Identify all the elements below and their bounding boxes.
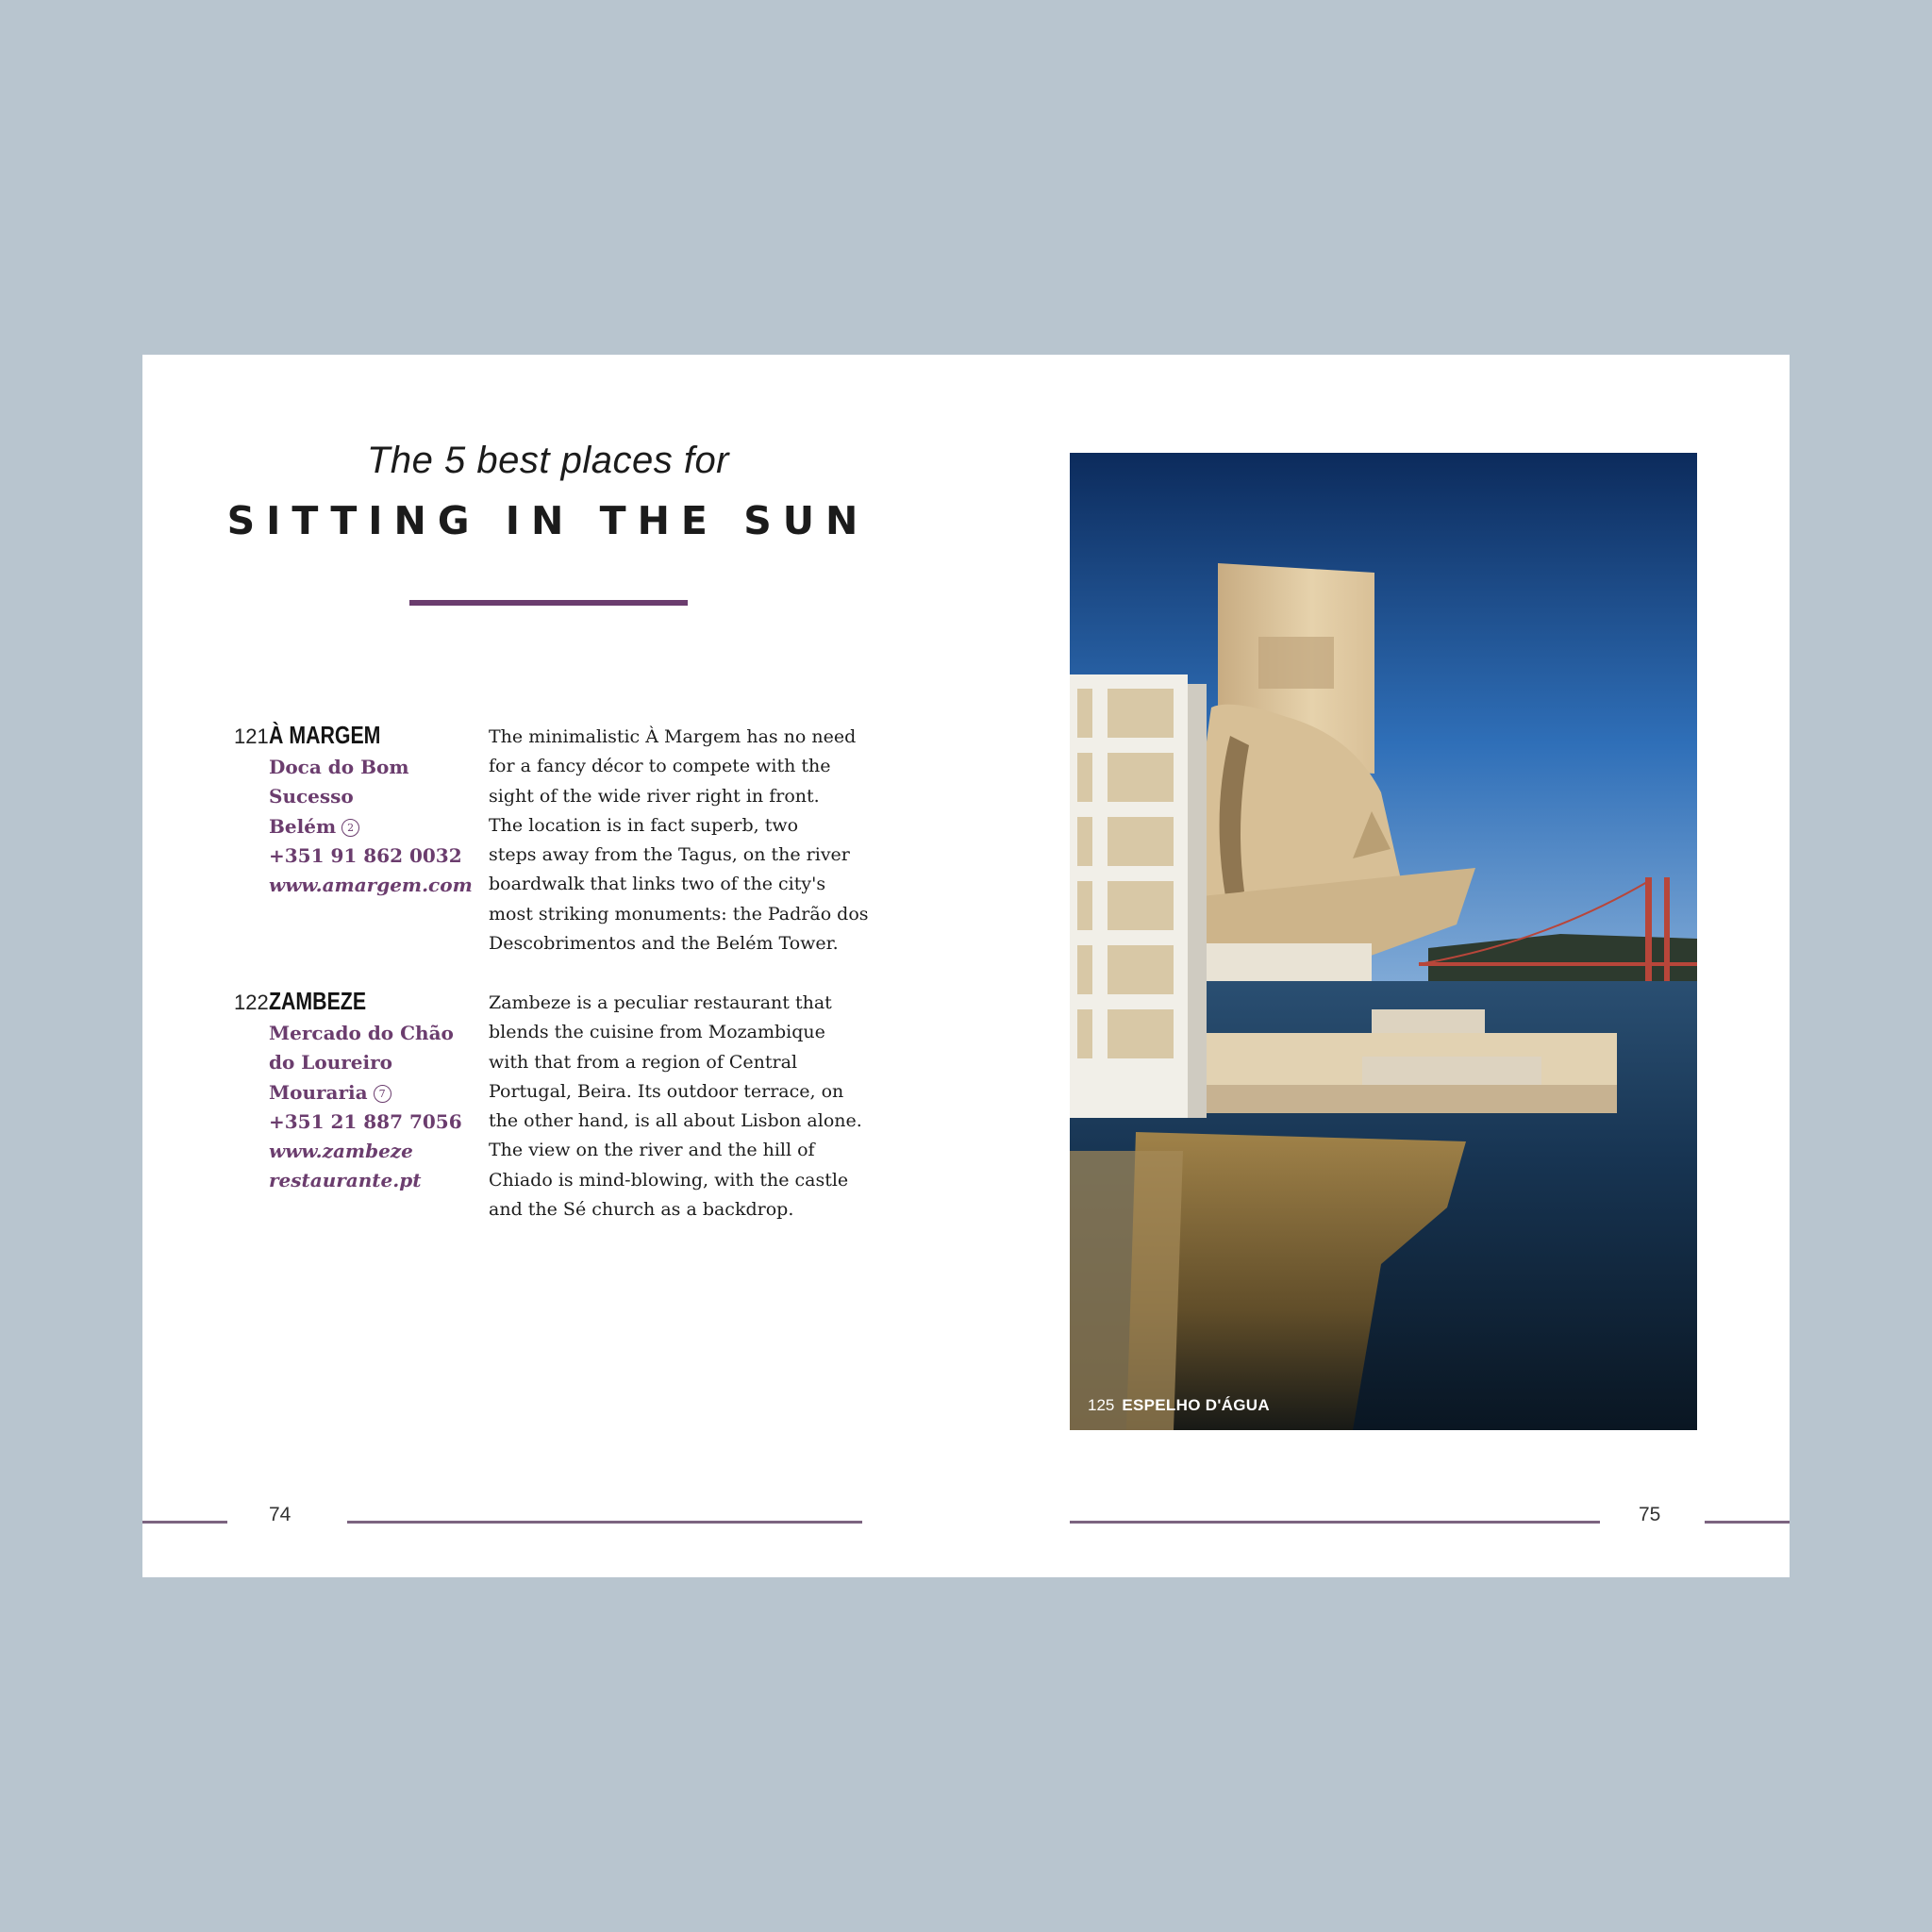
description-line: boardwalk that links two of the city's [489,874,826,895]
heading-title: SITTING IN THE SUN [226,498,870,543]
description-line: for a fancy décor to compete with the [489,756,831,777]
description-line: most striking monuments: the Padrão dos [489,903,869,924]
description-line: steps away from the Tagus, on the river [489,844,850,866]
description-line: Chiado is mind-blowing, with the castle [489,1169,849,1191]
page-number-right: 75 [1639,1504,1661,1525]
description-line: and the Sé church as a backdrop. [489,1199,794,1221]
phone-number[interactable]: +351 21 887 7056 [269,1109,462,1133]
description-line: Portugal, Beira. Its outdoor terrace, on [489,1080,844,1102]
entry-name: ZAMBEZE [269,987,367,1015]
page-number-left: 74 [269,1504,291,1525]
description-line: Zambeze is a peculiar restaurant that [489,992,832,1013]
footer-rule-right-outer [1705,1521,1790,1524]
address-line: Sucesso [269,785,354,808]
district-line [269,1078,458,1108]
entry-description [489,723,869,958]
entry-number: 121 [234,724,269,748]
book-spread [142,355,1790,1577]
description-line: The minimalistic À Margem has no need [489,726,857,747]
entry-address [269,753,473,900]
address-line: Mercado do Chão [269,1022,454,1044]
caption-name: ESPELHO D'ÁGUA [1122,1396,1270,1414]
footer-rule-left-outer [142,1521,227,1524]
address-line: do Loureiro [269,1051,392,1074]
description-line: the other hand, is all about Lisbon alone. [489,1110,862,1132]
photo-illustration [1070,453,1697,1430]
monument-photo [1070,453,1697,1430]
heading-kicker: The 5 best places for [366,440,730,481]
entry-number: 122 [234,991,269,1014]
description-line: blends the cuisine from Mozambique [489,1022,825,1043]
description-line: Descobrimentos and the Belém Tower. [489,933,839,955]
description-line: The location is in fact superb, two [489,814,799,836]
district-line [269,812,458,841]
caption-number: 125 [1088,1396,1115,1414]
entry-address [269,1019,462,1196]
district-marker-icon: 7 [374,1085,391,1103]
website-link[interactable]: restaurante.pt [269,1169,422,1192]
district-marker-icon: 2 [341,819,359,837]
description-line: The view on the river and the hill of [489,1140,815,1161]
phone-number[interactable]: +351 91 862 0032 [269,843,462,867]
district-name: Mouraria [269,1080,368,1104]
description-line: sight of the wide river right in front. [489,785,820,807]
address-line: Doca do Bom [269,756,409,778]
footer-rule-right-inner [1070,1521,1600,1524]
district-name: Belém [269,814,337,838]
website-link[interactable]: www.amargem.com [269,874,473,897]
heading-rule [409,600,688,606]
entry-name: À MARGEM [269,721,381,749]
photo-caption [1088,1396,1270,1415]
description-line: with that from a region of Central [489,1051,798,1073]
website-link[interactable]: www.zambeze [269,1140,413,1163]
footer-rule-left-inner [347,1521,862,1524]
entry-description [489,989,866,1224]
